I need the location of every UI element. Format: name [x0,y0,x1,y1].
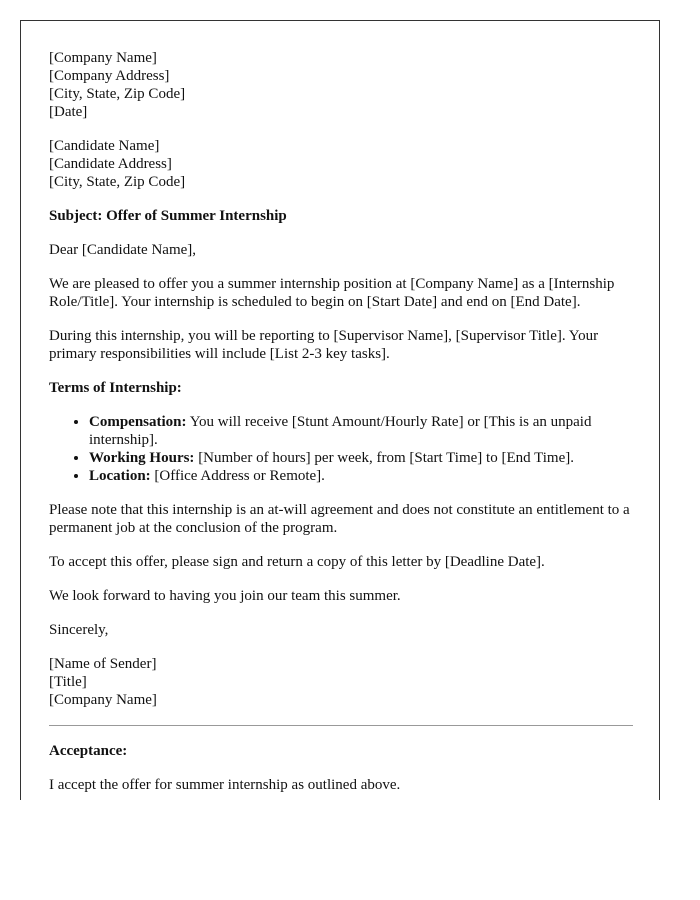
accept-instructions-paragraph: To accept this offer, please sign and return a copy of this letter by [Deadline Date]. [49,554,545,570]
term-working-hours [89,449,633,467]
sender-name: [Name of Sender] [49,656,157,672]
sender-block [49,655,633,709]
company-city: [City, State, Zip Code] [49,86,186,102]
term-label: Location: [89,468,151,484]
acceptance-heading: Acceptance: [49,743,128,759]
terms-heading: Terms of Internship: [49,380,182,396]
sender-company: [Company Name] [49,692,157,708]
company-address-block [49,49,633,121]
signoff: Sincerely, [49,622,109,638]
salutation: Dear [Candidate Name], [49,242,197,258]
acceptance-text: I accept the offer for summer internship as outlined above. [49,777,401,793]
company-name: [Company Name] [49,50,157,66]
intro-paragraph: We are pleased to offer you a summer internship position at [Company Name] as a [Internship Role/Title]. Your internship is scheduled to begin on [Start Date] and end on [End Date]. [49,276,615,310]
divider [49,725,633,726]
sender-title: [Title] [49,674,87,690]
term-label: Working Hours: [89,450,195,466]
terms-list [49,413,633,485]
term-compensation [89,413,633,449]
look-forward-paragraph: We look forward to having you join our team this summer. [49,588,401,604]
letter-page [20,20,660,800]
term-text: You will receive [Stunt Amount/Hourly Rate] or [This is an unpaid internship]. [89,414,592,448]
letter-subject: Subject: Offer of Summer Internship [49,208,287,224]
term-label: Compensation: [89,414,187,430]
reporting-paragraph: During this internship, you will be reporting to [Supervisor Name], [Supervisor Title]. Your primary responsibilities will include [List 2-3 key tasks]. [49,328,599,362]
term-location [89,467,633,485]
candidate-name: [Candidate Name] [49,138,160,154]
company-address: [Company Address] [49,68,170,84]
candidate-address-block [49,137,633,191]
letter-content [49,49,633,794]
candidate-city: [City, State, Zip Code] [49,174,186,190]
at-will-paragraph: Please note that this internship is an at-will agreement and does not constitute an entitlement to a permanent job at the conclusion of the program. [49,502,630,536]
term-text: [Number of hours] per week, from [Start Time] to [End Time]. [194,450,574,466]
letter-date: [Date] [49,104,88,120]
term-text: [Office Address or Remote]. [150,468,325,484]
candidate-address: [Candidate Address] [49,156,172,172]
